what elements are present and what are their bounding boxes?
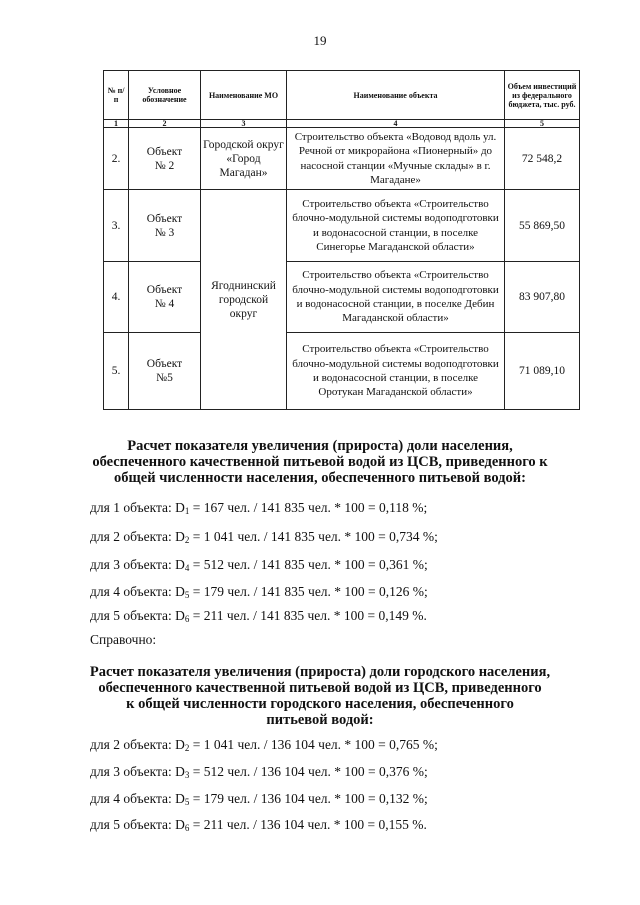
row-number: 4. xyxy=(104,262,129,333)
table-row xyxy=(104,190,580,262)
header-mo: Наименование МО xyxy=(201,71,287,120)
column-number-row xyxy=(104,120,580,128)
investment-amount: 71 089,10 xyxy=(505,333,580,410)
formula-line xyxy=(90,817,427,833)
section1-heading xyxy=(0,438,640,486)
object-label xyxy=(129,128,201,190)
row-number: 5. xyxy=(104,333,129,410)
formula-line xyxy=(90,557,428,573)
object-label-line2: № 4 xyxy=(154,298,175,310)
object-label-line2: № 2 xyxy=(154,159,175,172)
heading-line: обеспеченного качественной питьевой водой из ЦСВ, приведенного к xyxy=(92,454,548,470)
object-label-line1: Объект xyxy=(146,212,183,225)
table-row xyxy=(104,128,580,190)
formula-text: = 179 чел. / 136 104 чел. * 100 = 0,132 %; xyxy=(189,791,428,806)
formula-prefix: для 4 объекта: D xyxy=(90,584,185,599)
heading-line: питьевой водой: xyxy=(266,712,374,728)
formula-text: = 512 чел. / 141 835 чел. * 100 = 0,361 %; xyxy=(189,557,428,572)
investment-amount: 83 907,80 xyxy=(505,262,580,333)
investment-amount: 55 869,50 xyxy=(505,190,580,262)
object-name: Строительство объекта «Строительство блочно-модульной системы водоподготовки и водонасосной станции, в поселке Оротукан Магаданской области» xyxy=(287,333,505,410)
header-investment: Объем инвестиций из федерального бюджета, тыс. руб. xyxy=(505,71,580,120)
object-label xyxy=(129,262,201,333)
header-num: № п/п xyxy=(104,71,129,120)
formula-text: = 1 041 чел. / 141 835 чел. * 100 = 0,734 %; xyxy=(189,529,438,544)
formula-subscript: 5 xyxy=(184,590,190,600)
table-header-row xyxy=(104,71,580,120)
object-name: Строительство объекта «Строительство блочно-модульной системы водоподготовки и водонасосной станции, в поселке Дебин Магаданской области» xyxy=(287,262,505,333)
investment-table xyxy=(103,70,580,410)
heading-line: Расчет показателя увеличения (прироста) доли городского населения, xyxy=(89,664,551,680)
formula-subscript: 2 xyxy=(184,535,190,545)
column-number: 2 xyxy=(129,120,201,128)
formula-text: = 211 чел. / 136 104 чел. * 100 = 0,155 %. xyxy=(189,817,427,832)
mo-name: Городской округ «Город Магадан» xyxy=(201,128,287,190)
formula-subscript: 1 xyxy=(184,506,190,516)
formula-line xyxy=(90,737,438,753)
object-label-line2: №5 xyxy=(156,372,173,384)
formula-line xyxy=(90,500,427,516)
formula-text: = 512 чел. / 136 104 чел. * 100 = 0,376 %; xyxy=(189,764,428,779)
formula-line xyxy=(90,584,428,600)
formula-prefix: для 4 объекта: D xyxy=(90,791,185,806)
formula-prefix: для 5 объекта: D xyxy=(90,817,185,832)
formula-line xyxy=(90,529,438,545)
mo-name-shared: Ягоднинский городской округ xyxy=(201,190,287,410)
formula-prefix: для 5 объекта: D xyxy=(90,608,185,623)
object-name: Строительство объекта «Строительство блочно-модульной системы водоподготовки и водонасосной станции, в поселке Синегорье Магаданской области» xyxy=(287,190,505,262)
object-label xyxy=(129,333,201,410)
object-label-line1: Объект xyxy=(146,284,183,296)
heading-line: обеспеченного качественной питьевой водой из ЦСВ, приведенного xyxy=(98,680,542,696)
formula-subscript: 6 xyxy=(184,614,190,624)
column-number: 5 xyxy=(505,120,580,128)
investment-amount: 72 548,2 xyxy=(505,128,580,190)
formula-text: = 211 чел. / 141 835 чел. * 100 = 0,149 %. xyxy=(189,608,427,623)
formula-prefix: для 2 объекта: D xyxy=(90,529,185,544)
heading-line: к общей численности городского населения, обеспеченного xyxy=(126,696,514,712)
reference-note: Справочно: xyxy=(90,632,157,647)
heading-line: общей численности населения, обеспеченного питьевой водой: xyxy=(114,470,526,486)
header-label: Условное обозначение xyxy=(129,71,201,120)
column-number: 4 xyxy=(287,120,505,128)
formula-text: = 1 041 чел. / 136 104 чел. * 100 = 0,765 %; xyxy=(189,737,438,752)
formula-line xyxy=(90,608,427,624)
section2-heading xyxy=(0,664,640,728)
formula-subscript: 6 xyxy=(184,823,190,833)
object-label xyxy=(129,190,201,262)
formula-subscript: 3 xyxy=(184,770,190,780)
header-object-name: Наименование объекта xyxy=(287,71,505,120)
formula-prefix: для 3 объекта: D xyxy=(90,557,185,572)
column-number: 3 xyxy=(201,120,287,128)
formula-prefix: для 1 объекта: D xyxy=(90,500,185,515)
table-row xyxy=(104,333,580,410)
object-label-line2: № 3 xyxy=(154,226,175,239)
formula-text: = 167 чел. / 141 835 чел. * 100 = 0,118 %; xyxy=(189,500,428,515)
formula-prefix: для 3 объекта: D xyxy=(90,764,185,779)
heading-line: Расчет показателя увеличения (прироста) доли населения, xyxy=(127,438,513,454)
formula-subscript: 5 xyxy=(184,797,190,807)
object-label-line1: Объект xyxy=(146,358,183,370)
formula-line xyxy=(90,764,428,780)
formula-subscript: 2 xyxy=(184,743,190,753)
formula-prefix: для 2 объекта: D xyxy=(90,737,185,752)
column-number: 1 xyxy=(104,120,129,128)
formula-subscript: 4 xyxy=(184,563,190,573)
row-number: 3. xyxy=(104,190,129,262)
page-number: 19 xyxy=(313,33,327,48)
row-number: 2. xyxy=(104,128,129,190)
formula-text: = 179 чел. / 141 835 чел. * 100 = 0,126 %; xyxy=(189,584,428,599)
object-label-line1: Объект xyxy=(146,145,183,158)
object-name: Строительство объекта «Водовод вдоль ул. Речной от микрорайона «Пионерный» до насосной станции «Мучные склады» в г. Магадане» xyxy=(287,128,505,190)
table-row xyxy=(104,262,580,333)
formula-line xyxy=(90,791,428,807)
